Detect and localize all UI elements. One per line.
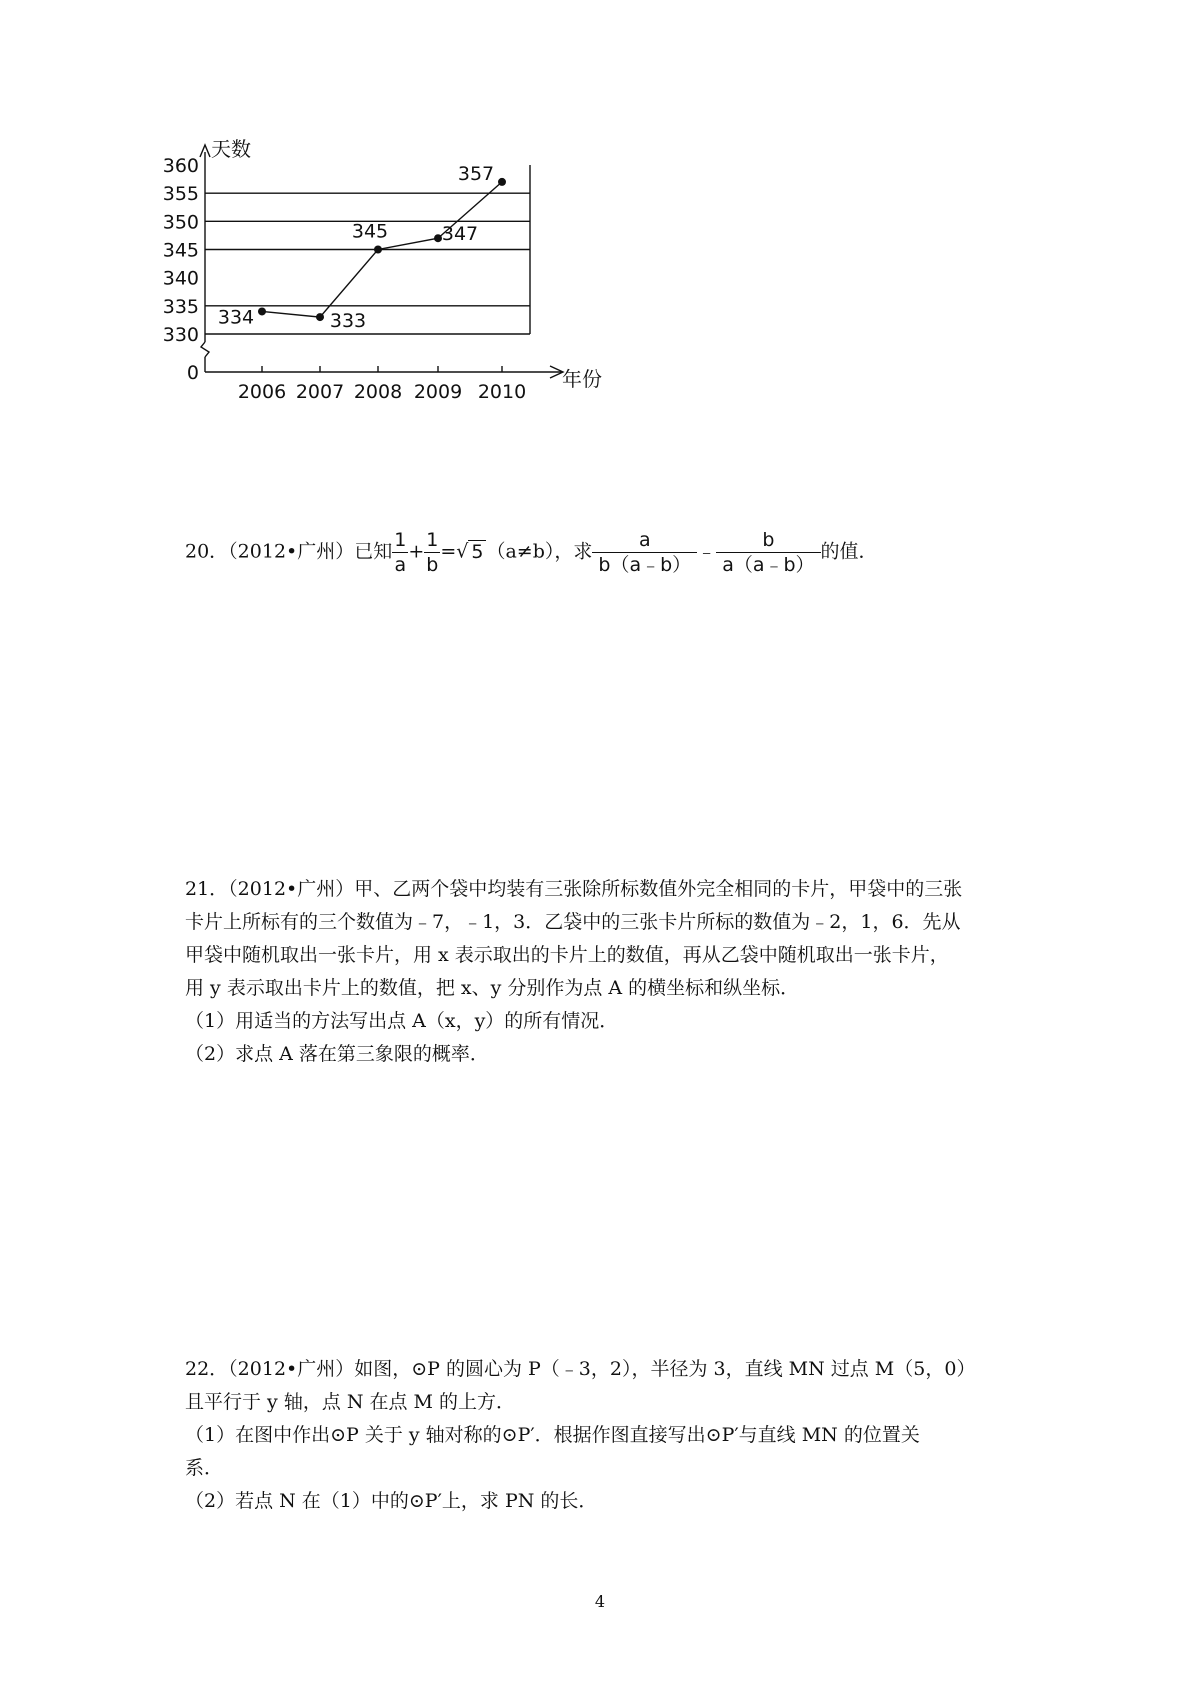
y-tick-label: 360 (162, 155, 199, 177)
frac-denominator: a (394, 554, 407, 576)
q22-part-2: （2）若点 N 在（1）中的⊙P′上，求 PN 的长． (185, 1490, 598, 1512)
y-tick-label: 335 (162, 295, 199, 318)
x-tick-label: 2008 (353, 381, 403, 403)
q20-suffix: 的值． (820, 540, 878, 563)
x-tick-label: 2006 (237, 381, 287, 403)
y-tick-label: 350 (162, 211, 199, 234)
axis-break-icon (201, 342, 209, 357)
data-label: 345 (351, 220, 389, 243)
question-21 (185, 873, 1035, 1071)
frac-denominator: a（a﹣b） (722, 554, 815, 576)
q22-line: 且平行于 y 轴，点 N 在点 M 的上方． (185, 1391, 516, 1413)
x-tick-label: 2010 (477, 381, 527, 403)
q21-line: 用 y 表示取出卡片上的数值，把 x、y 分别作为点 A 的横坐标和纵坐标． (185, 977, 800, 999)
frac-denominator: b (426, 554, 439, 576)
equals-sign: = (440, 540, 457, 563)
minus-sign: ﹣ (697, 540, 717, 563)
fraction-a-over-b-a-minus-b (592, 528, 697, 577)
q21-line: 卡片上所标有的三个数值为﹣7，﹣1，3．乙袋中的三张卡片所标的数值为﹣2，1，6．先从 (185, 911, 961, 933)
fraction-1-over-a (392, 528, 408, 577)
q21-part-1: （1）用适当的方法写出点 A（x，y）的所有情况． (185, 1010, 619, 1032)
fraction-b-over-a-a-minus-b (716, 528, 820, 577)
frac-numerator: b (716, 528, 820, 553)
data-label: 333 (329, 310, 367, 333)
q20-prefix: 20．（2012•广州）已知 (185, 540, 393, 563)
question-22 (185, 1353, 1035, 1518)
x-tick-label: 2009 (413, 381, 463, 403)
fraction-1-over-b (424, 528, 440, 577)
sqrt-expression: √ 5 (456, 540, 486, 563)
data-label: 334 (217, 306, 255, 329)
frac-numerator: 1 (394, 529, 407, 551)
x-tick-label: 2007 (295, 381, 345, 403)
frac-denominator: b（a﹣b） (598, 554, 692, 576)
q22-part-1-cont: 系． (185, 1457, 224, 1479)
data-point (374, 246, 382, 254)
y-tick-label: 340 (162, 267, 199, 290)
y-tick-label: 355 (162, 183, 199, 206)
q22-line: 22．（2012•广州）如图，⊙P 的圆心为 P（﹣3，2），半径为 3，直线 MN 过点 M（5，0） (185, 1358, 976, 1380)
page-number: 4 (594, 1592, 606, 1611)
y-tick-label: 330 (162, 324, 199, 346)
q21-part-2: （2）求点 A 落在第三象限的概率． (185, 1043, 489, 1065)
y-tick-label: 0 (186, 362, 199, 384)
line-chart (162, 137, 690, 440)
chart-svg (162, 137, 690, 440)
data-point (498, 178, 506, 186)
x-axis-title: 年份 (562, 367, 602, 391)
y-tick-label: 345 (162, 239, 199, 262)
q22-part-1: （1）在图中作出⊙P 关于 y 轴对称的⊙P′．根据作图直接写出⊙P′与直线 MN 的位置关 (185, 1424, 920, 1446)
data-point (316, 313, 324, 321)
q21-line: 甲袋中随机取出一张卡片，用 x 表示取出的卡片上的数值，再从乙袋中随机取出一张卡片， (185, 944, 949, 966)
data-point (434, 234, 442, 242)
frac-numerator: a (592, 528, 697, 553)
data-point (258, 307, 266, 315)
q20-condition: （a≠b），求 (486, 540, 593, 563)
q21-line: 21．（2012•广州）甲、乙两个袋中均装有三张除所标数值外完全相同的卡片，甲袋中的三张 (185, 878, 963, 900)
sqrt-radicand: 5 (468, 540, 486, 563)
y-axis-title: 天数 (211, 137, 251, 161)
data-label: 357 (457, 162, 495, 185)
plus-sign: + (408, 540, 425, 563)
frac-numerator: 1 (426, 529, 439, 551)
data-label: 347 (441, 223, 479, 246)
question-20 (185, 528, 1035, 577)
